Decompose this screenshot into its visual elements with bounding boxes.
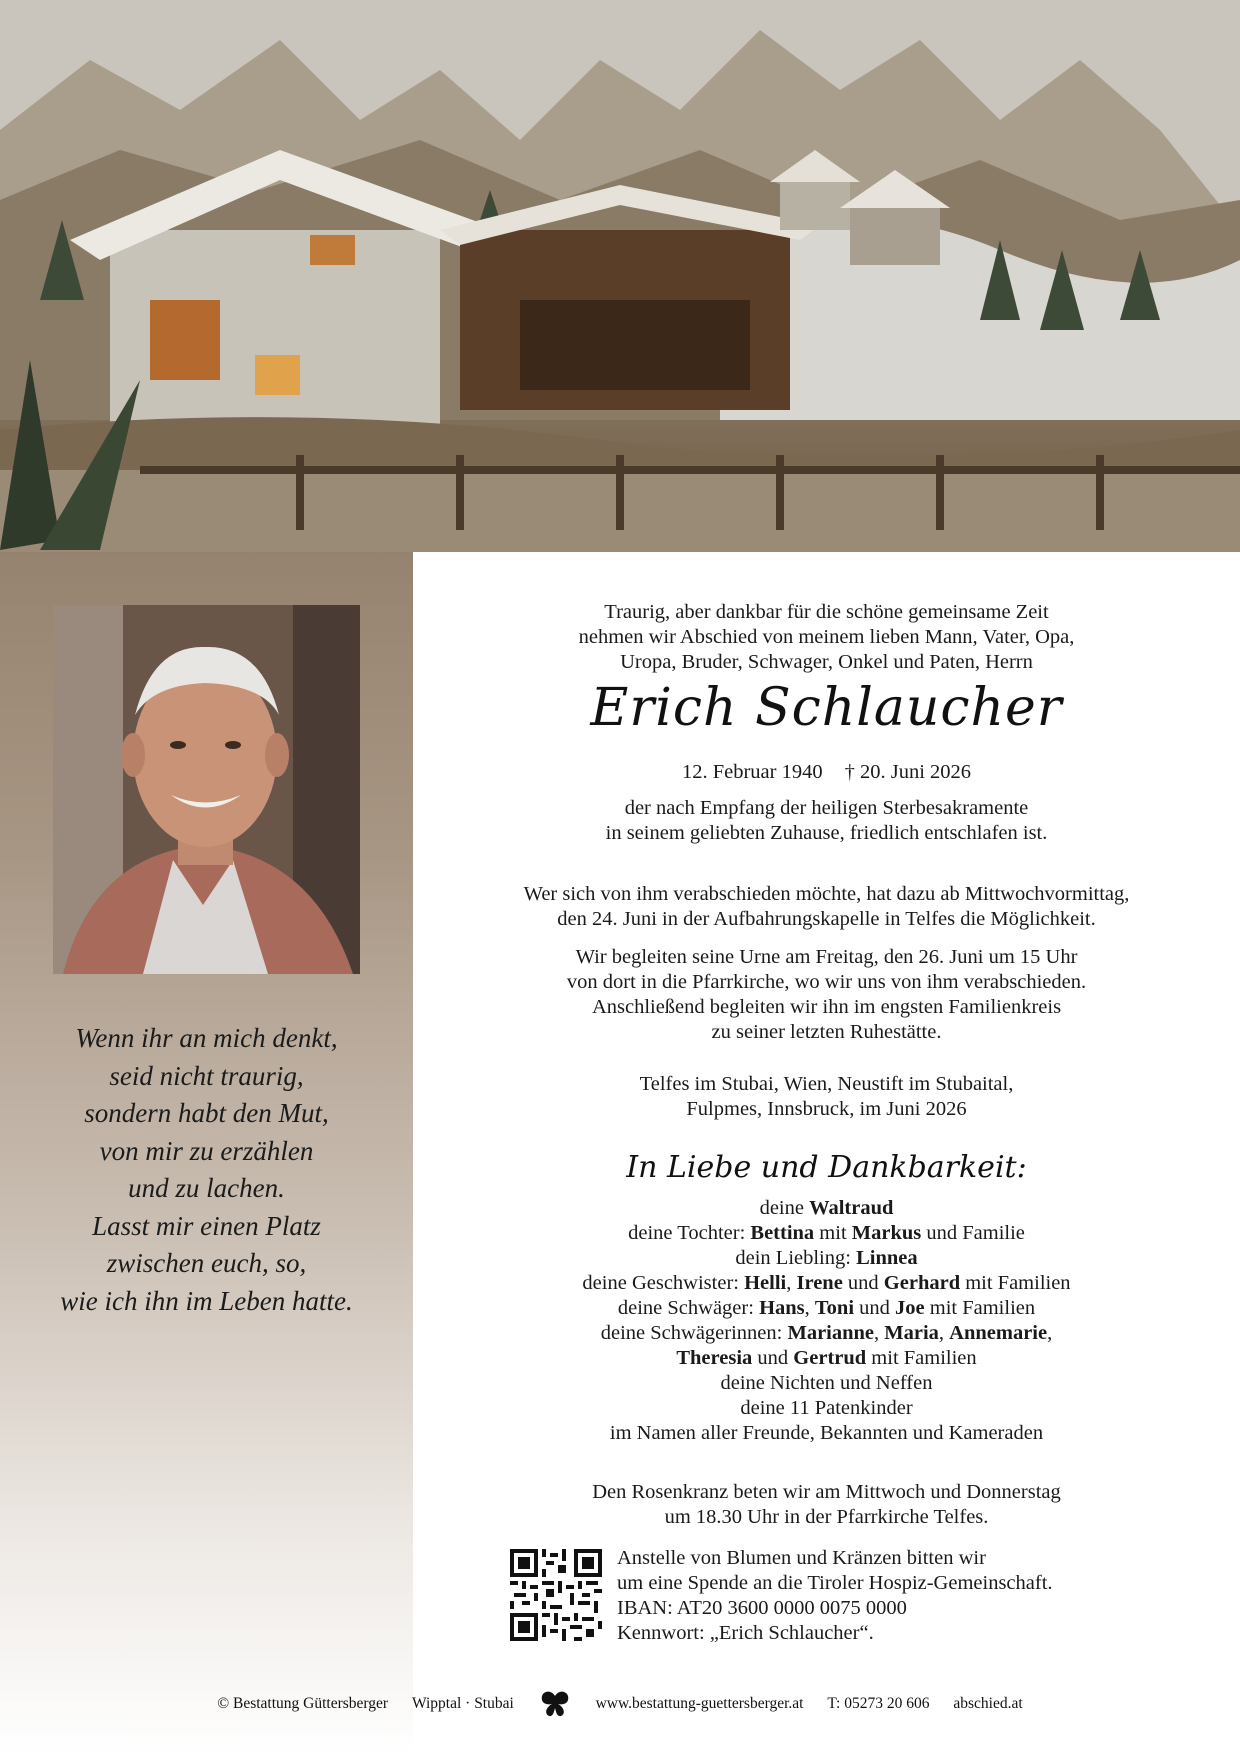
mourner-text: , [804, 1297, 815, 1319]
header-nativity-scene-image [0, 0, 1240, 552]
footer-portal-link[interactable]: abschied.at [953, 1695, 1023, 1713]
footer-copyright: © Bestattung Güttersberger [217, 1695, 389, 1713]
mourner-text: und [842, 1272, 884, 1294]
intro-line: Uropa, Bruder, Schwager, Onkel und Paten, Herrn [620, 651, 1033, 673]
donation-qr-code[interactable] [510, 1549, 602, 1641]
mourner-text: dein Liebling: [735, 1247, 857, 1269]
funeral-line: zu seiner letzten Ruhestätte. [711, 1021, 942, 1043]
mourner-text: mit Familien [924, 1297, 1036, 1319]
mourner-line: deine 11 Patenkinder [740, 1397, 913, 1419]
mourner-name: Toni [814, 1297, 855, 1319]
mourner-line [413, 1196, 1240, 1221]
death-description-line: der nach Empfang der heiligen Sterbesakramente [624, 797, 1029, 819]
birth-date: 12. Februar 1940 [681, 761, 823, 783]
mourner-text: deine Schwägerinnen: [600, 1322, 788, 1344]
mourner-line [413, 1221, 1240, 1246]
mourner-name: Hans [759, 1297, 805, 1319]
mourner-name: Waltraud [809, 1197, 894, 1219]
farewell-info [413, 882, 1240, 932]
signature-heading: In Liebe und Dankbarkeit: [626, 1150, 1027, 1185]
mourner-text: mit Familien [960, 1272, 1071, 1294]
mourner-line [413, 1321, 1240, 1346]
rosary-info [413, 1480, 1240, 1530]
mourner-name: Annemarie [949, 1322, 1048, 1344]
mourner-line [413, 1271, 1240, 1296]
mourner-name: Theresia [676, 1347, 753, 1369]
footer-region: Wipptal · Stubai [411, 1695, 514, 1713]
mourner-name: Maria [884, 1322, 939, 1344]
place-line: Telfes im Stubai, Wien, Neustift im Stubaital, [639, 1073, 1014, 1095]
mourner-text: deine Tochter: [628, 1222, 751, 1244]
mourner-name: Gerhard [883, 1272, 961, 1294]
mourner-name: Linnea [856, 1247, 918, 1269]
mourner-text: und [854, 1297, 896, 1319]
death-description [413, 796, 1240, 846]
rosary-line: um 18.30 Uhr in der Pfarrkirche Telfes. [664, 1506, 989, 1528]
mourner-name: Helli [744, 1272, 787, 1294]
mourner-text: deine [759, 1197, 810, 1219]
donation-info [617, 1546, 1177, 1646]
rosary-line: Den Rosenkranz beten wir am Mittwoch und Donnerstag [592, 1481, 1061, 1503]
intro-text [413, 600, 1240, 675]
verse-line: Lasst mir einen Platz [92, 1210, 321, 1241]
donation-keyword: Kennwort: „Erich Schlaucher“. [617, 1622, 874, 1644]
verse-line: sondern habt den Mut, [84, 1098, 329, 1128]
verse-line: von mir zu erzählen [99, 1135, 314, 1166]
butterfly-icon [540, 1690, 570, 1718]
footer-website-link[interactable]: www.bestattung-guettersberger.at [595, 1695, 804, 1713]
funeral-line: Wir begleiten seine Urne am Freitag, den 26. Juni um 15 Uhr [575, 946, 1078, 968]
farewell-line: den 24. Juni in der Aufbahrungskapelle in Telfes die Möglichkeit. [557, 908, 1096, 930]
mourner-text: mit [814, 1222, 852, 1244]
mourner-text: mit Familien [866, 1347, 977, 1369]
mourner-text: , [1047, 1322, 1053, 1344]
verse-line: und zu lachen. [128, 1173, 285, 1203]
death-description-line: in seinem geliebten Zuhause, friedlich entschlafen ist. [605, 822, 1048, 844]
footer [0, 1686, 1240, 1722]
mourner-name: Marianne [787, 1322, 875, 1344]
death-date: † 20. Juni 2026 [844, 761, 972, 783]
footer-phone: T: 05273 20 606 [827, 1695, 930, 1713]
funeral-line: von dort in die Pfarrkirche, wo wir uns von ihm verabschieden. [566, 971, 1087, 993]
intro-line: Traurig, aber dankbar für die schöne gemeinsame Zeit [604, 601, 1049, 623]
mourner-text: , [938, 1322, 950, 1344]
donation-line: Anstelle von Blumen und Kränzen bitten wir [617, 1547, 986, 1569]
mourner-name: Markus [851, 1222, 922, 1244]
mourner-text: , [874, 1322, 885, 1344]
mourner-name: Irene [796, 1272, 843, 1294]
mourner-text: und Familie [921, 1222, 1025, 1244]
mourner-line [413, 1296, 1240, 1321]
funeral-info [413, 945, 1240, 1045]
verse-line: Wenn ihr an mich denkt, [75, 1023, 338, 1053]
donation-iban: IBAN: AT20 3600 0000 0075 0000 [617, 1597, 907, 1619]
mourner-line: im Namen aller Freunde, Bekannten und Kameraden [609, 1422, 1044, 1444]
mourner-name: Joe [895, 1297, 925, 1319]
verse-line: zwischen euch, so, [106, 1248, 307, 1278]
place-line: Fulpmes, Innsbruck, im Juni 2026 [686, 1098, 967, 1120]
donation-line: um eine Spende an die Tiroler Hospiz-Gemeinschaft. [617, 1572, 1053, 1594]
mourner-text: deine Geschwister: [582, 1272, 745, 1294]
deceased-name: Erich Schlaucher [590, 678, 1063, 738]
mourner-text: , [786, 1272, 797, 1294]
intro-line: nehmen wir Abschied von meinem lieben Mann, Vater, Opa, [578, 626, 1075, 648]
mourner-text: und [752, 1347, 794, 1369]
memorial-verse [20, 1020, 393, 1320]
mourner-line: deine Nichten und Neffen [720, 1372, 933, 1394]
portrait-photo [53, 605, 360, 974]
verse-line: seid nicht traurig, [109, 1060, 304, 1091]
place-and-date [413, 1072, 1240, 1122]
mourner-line [413, 1246, 1240, 1271]
mourner-name: Bettina [750, 1222, 815, 1244]
farewell-line: Wer sich von ihm verabschieden möchte, hat dazu ab Mittwochvormittag, [523, 883, 1130, 905]
obituary-text [413, 552, 1240, 1672]
funeral-line: Anschließend begleiten wir ihn im engsten Familienkreis [591, 996, 1062, 1018]
mourners-list [413, 1196, 1240, 1446]
verse-line: wie ich ihn im Leben hatte. [60, 1285, 353, 1316]
life-dates [413, 761, 1240, 784]
mourner-line [413, 1346, 1240, 1371]
mourner-text: deine Schwäger: [617, 1297, 760, 1319]
mourner-name: Gertrud [793, 1347, 867, 1369]
